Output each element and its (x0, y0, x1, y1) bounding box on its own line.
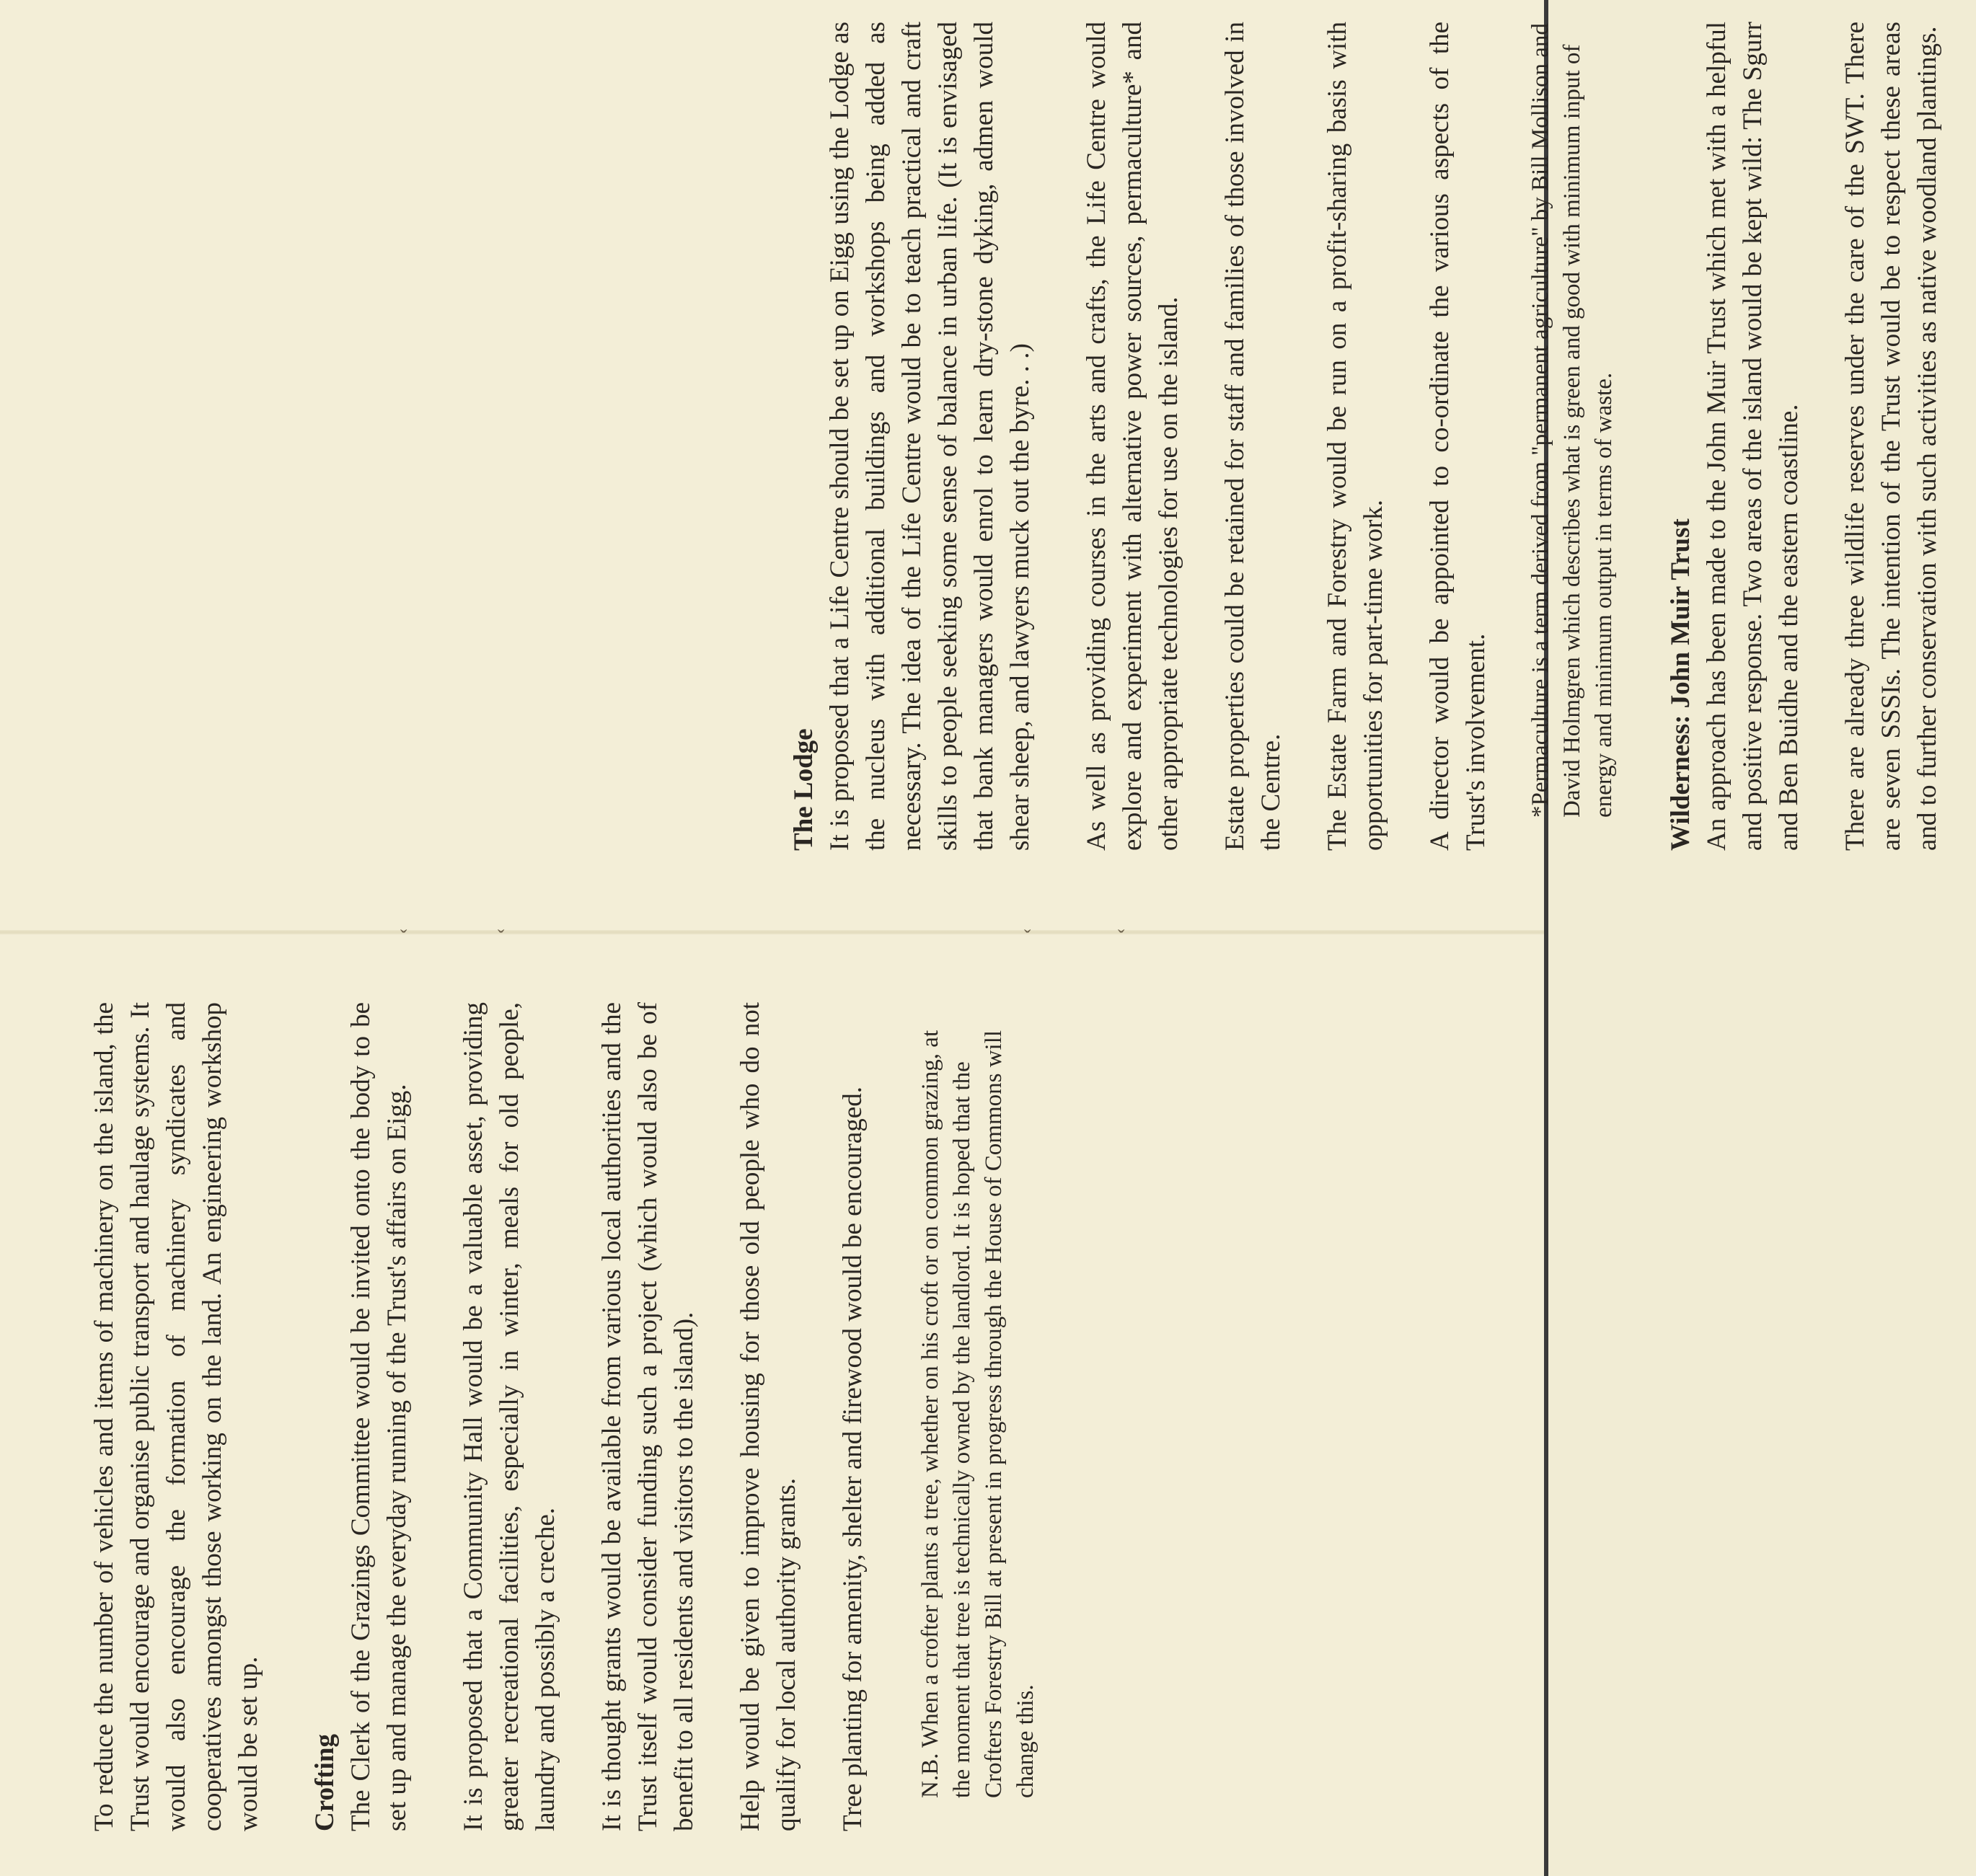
community-hall-paragraph: It is proposed that a Community Hall would be a valuable asset, providing greater recreational facilities, especially in winter, meals for old people, laundry and possibly a creche. (459, 1002, 560, 1831)
nb-note: N.B. When a crofter plants a tree, whether on his croft or on common grazing, at the moment that tree is technically owned by the landlord. It is hoped that the Crofters Forestry Bill at present in progress through the House of Commons will change this. (917, 1030, 1038, 1798)
courses-paragraph: As well as providing courses in the arts and crafts, the Life Centre would explore and experiment with alternative power sources, permaculture* and other appropriate technologies for use on the island. (1082, 22, 1183, 851)
fold-line (0, 930, 1548, 934)
crofting-heading: Crofting (310, 1734, 340, 1831)
lodge-paragraph: It is proposed that a Life Centre should be set up on Eigg using the Lodge as the nucleus with additional buildings and workshops being added as necessary. The idea of the Life Centre would be to teach practical and craft skills to people seeking some sense of balance in urban life. (It is envisaged that bank managers would enrol to learn dry-stone dyking, admen would shear sheep, and lawyers muck out the byre. . .) (825, 22, 1035, 851)
crofting-section (307, 1002, 415, 1831)
staple-mark: ˇ (1118, 926, 1125, 949)
grants-paragraph: It is thought grants would be available from various local authorities and the Trust itself would consider funding such a project (which would also be of benefit to all residents and visitors to the island). (597, 1002, 699, 1831)
wilderness-paragraph: An approach has been made to the John Muir Trust which met with a helpful and positive response. Two areas of the island would be kept wild: The Sgurr and Ben Buidhe and the eastern coastline. (1702, 22, 1804, 851)
director-paragraph: A director would be appointed to co-ordinate the various aspects of the Trust's involvement. (1425, 22, 1491, 851)
reserves-paragraph: There are already three wildlife reserves under the care of the SWT. There are seven SSSIs. The intention of the Trust would be to respect these areas and to further conservation with such activities as native woodland plantings. (1840, 22, 1942, 851)
estate-properties-paragraph: Estate properties could be retained for staff and families of those involved in the Centre. (1220, 22, 1286, 851)
wilderness-section (1663, 22, 1807, 851)
staple-mark: ˇ (400, 926, 407, 949)
crofting-paragraph: The Clerk of the Grazings Committee would be invited onto the body to be set up and manage the everyday running of the Trust's affairs on Eigg. (346, 1002, 412, 1831)
left-page (87, 1002, 1041, 1831)
wilderness-heading: Wilderness: John Muir Trust (1666, 518, 1695, 851)
trees-paragraph: Tree planting for amenity, shelter and firewood would be encouraged. (838, 1087, 868, 1831)
farm-paragraph: The Estate Farm and Forestry would be run on a profit-sharing basis with opportunities for part-time work. (1323, 22, 1388, 851)
right-page (786, 22, 1976, 851)
staple-mark: ˇ (498, 926, 505, 949)
intro-paragraph: To reduce the number of vehicles and items of machinery on the island, the Trust would encourage and organise public transport and haulage systems. It would also encourage the formation of machinery syndicates and cooperatives amongst those working on the land. An engineering workshop would be set up. (89, 1002, 263, 1831)
housing-paragraph: Help would be given to improve housing for those old people who do not qualify for local authority grants. (736, 1002, 801, 1831)
staple-mark: ˇ (1024, 926, 1031, 949)
permaculture-footnote: *Permaculture is a term derived from "permanent agriculture" by Bill Mollison and David Holmgren which describes what is green and good with minimum input of energy and minimum output in terms of waste. (1527, 23, 1617, 818)
lodge-heading: The Lodge (789, 728, 819, 851)
lodge-section (786, 22, 1038, 851)
